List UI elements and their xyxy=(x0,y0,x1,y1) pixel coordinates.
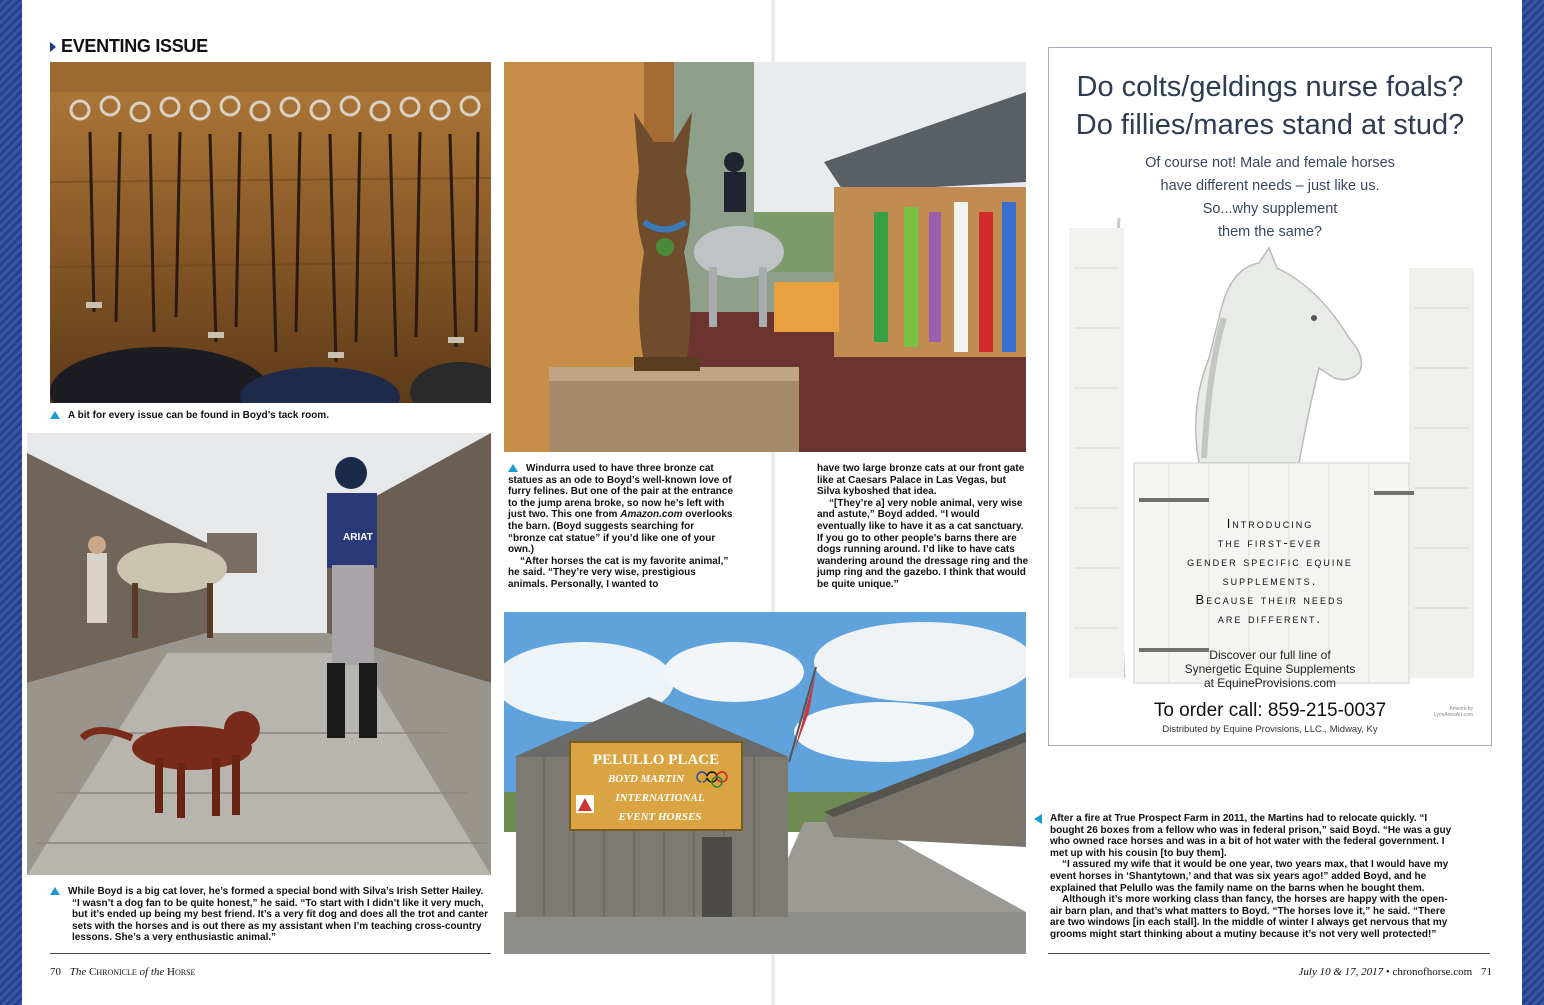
sign-line-3: INTERNATIONAL xyxy=(615,792,705,804)
pelullo-sign xyxy=(570,742,742,830)
folio-separator: • xyxy=(1385,966,1393,978)
caption-arrow-icon xyxy=(508,464,518,472)
issue-date: July 10 & 17, 2017 xyxy=(1298,966,1384,978)
tack-room-photo xyxy=(50,62,491,403)
cat-caption-col2: have two large bronze cats at our front gate like at Caesars Palace in Las Vegas, but Silva kyboshed that idea. “[They’re a] very noble animal, very wise and astute,” Boyd added. “I would eventually like to have it as a cat sanctuary. If you go to other people’s barns there are dogs running around. I’d like to have cats wandering around the dressage ring and the jump ring and the gazebo. I think that would be quite unique.” xyxy=(817,463,1029,590)
cat-statue-illustration xyxy=(504,62,1026,452)
ad-order-phone: To order call: 859-215-0037 xyxy=(1153,700,1387,721)
section-arrow-icon xyxy=(50,42,56,52)
ad-discover: Discover our full line of Synergetic Equine Supplements at EquineProvisions.com xyxy=(1184,648,1356,690)
dog-caption: While Boyd is a big cat lover, he’s formed a special bond with Silva’s Irish Setter Hailey. “I wasn’t a dog fan to be quite honest,” he said. “To start with I didn’t like it very much, but it’s ended up being my best friend. It’s a very fit dog and does all the trot and canter sets with the horses and is out there as my assistant when I’m teaching cross-country lessons. She’s a very enthusiastic animal.” xyxy=(50,886,491,944)
caption-arrow-icon xyxy=(50,887,60,895)
sign-line-2: BOYD MARTIN xyxy=(607,773,685,785)
tack-caption: A bit for every issue can be found in Boyd’s tack room. xyxy=(50,410,491,422)
pelullo-barn-illustration xyxy=(504,612,1026,954)
fire-caption: After a fire at True Prospect Farm in 2011, the Martins had to relocate quickly. “I bought 26 boxes from a fellow who was in federal prison,” said Boyd. “He was a guy who owned race horses and was in a bit of hot water with the federal government. I met up with his cousin [to buy them]. “I assured my wife that it would be one year, two years max, that I would have my event horses in ‘Shantytown,’ and that was six years ago!” added Boyd, and he explained that Pelullo was the family name on the barns when he bought them. Although it’s more working class than fancy, the horses are happy with the open-air barn plan, and that’s what matters to Boyd. “The horses love it,” he said. “There are two windows [in each stall]. In the middle of winter I always get nervous that my grooms might start thinking about a mutiny because it’s not very well protected!” xyxy=(1034,813,1458,941)
equine-provisions-ad xyxy=(1048,47,1492,746)
sign-line-4: EVENT HORSES xyxy=(618,811,702,823)
right-folio xyxy=(1299,966,1492,978)
barn-aisle-illustration xyxy=(27,433,491,875)
tack-room-illustration xyxy=(50,62,491,403)
right-border-stripe xyxy=(1522,0,1544,1005)
cat-statue-photo xyxy=(504,62,1026,452)
ad-headline: Do colts/geldings nurse foals? Do fillies/mares stand at stud? xyxy=(1075,71,1465,141)
website: chronofhorse.com xyxy=(1392,966,1473,978)
ad-subhead: Of course not! Male and female horses have different needs – just like us. So...why supplement them the same? xyxy=(1145,155,1395,240)
left-border-stripe xyxy=(0,0,22,1005)
sign-line-1: PELULLO PLACE xyxy=(592,752,720,768)
right-bottom-rule xyxy=(1048,953,1490,954)
pelullo-barn-photo xyxy=(504,612,1026,954)
ad-intro: Introducing the first-ever gender specific equine supplements. Because their needs are different. xyxy=(1187,516,1353,626)
ad-artist-credit: Artwork by LynnAriesArt.com xyxy=(1433,706,1473,718)
right-page-number: 71 xyxy=(1481,966,1492,978)
publication-name: The Chronicle of the Horse xyxy=(69,966,196,978)
ad-distributor: Distributed by Equine Provisions, LLC., Midway, Ky xyxy=(1162,724,1378,735)
left-bottom-rule xyxy=(50,953,491,954)
caption-arrow-icon xyxy=(50,411,60,419)
left-folio xyxy=(50,966,195,978)
shirt-logo-text: ARIAT xyxy=(343,532,373,543)
barn-aisle-photo xyxy=(27,433,491,875)
caption-left-arrow-icon xyxy=(1034,814,1042,824)
cat-caption-col1: Windurra used to have three bronze cat statues as an ode to Boyd’s well-known love of furry felines. But one of the pair at the entrance to the jump arena broke, so now he’s left with just two. This one from Amazon.com overlooks the barn. (Boyd suggests searching for “bronze cat statue” if you’d like one of your own.) “After horses the cat is my favorite animal,” he said. “They’re very wise, prestigious animals. Personally, I wanted to xyxy=(508,463,734,590)
section-header xyxy=(50,36,208,57)
left-page-number: 70 xyxy=(50,966,61,978)
section-label: EVENTING ISSUE xyxy=(61,36,208,56)
